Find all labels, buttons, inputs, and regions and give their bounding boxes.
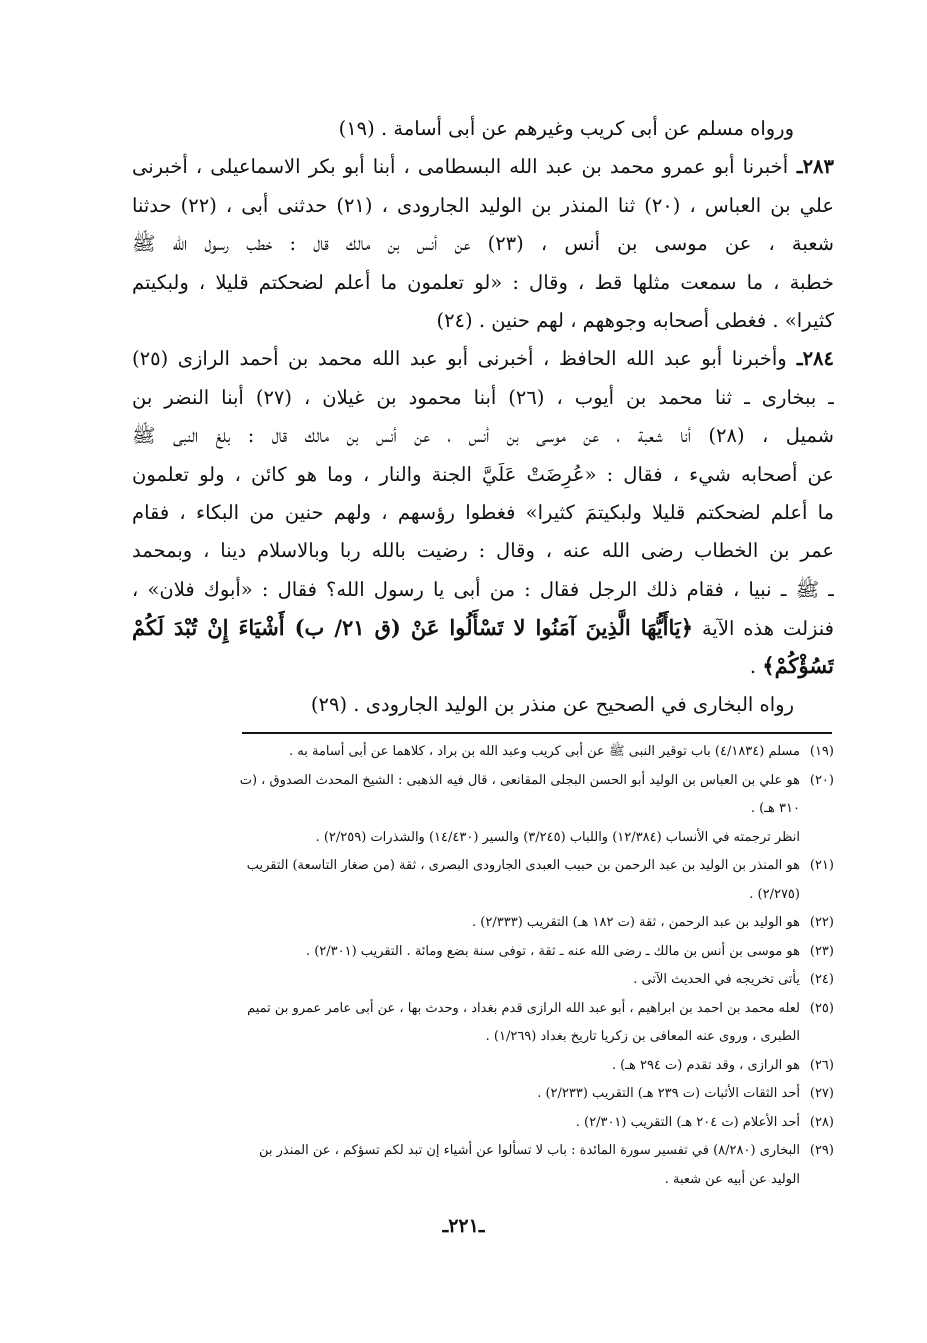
footnote-body (120, 995, 800, 1052)
footnote-body (120, 909, 800, 938)
quran-verse-end: تَسُؤْكُمْ﴾ (762, 653, 834, 679)
footnote (120, 1109, 834, 1138)
footnote (120, 767, 834, 853)
text-line (132, 225, 834, 263)
line-text: أخبرنا أبو عمرو محمد بن عبد الله البسطامى ، أبنا أبو بكر الاسماعيلى ، أخبرنى (132, 155, 789, 179)
footnote (120, 738, 834, 767)
footnote-line: ٣١٠ هـ) . (750, 801, 800, 816)
footnote-line: أحد الأعلام (ت ٢٠٤ هـ) التقريب (٢/٣٠١) . (575, 1114, 800, 1130)
line-text: ـ ﷺ ـ نبيا ، فقام ذلك الرجل فقال : من أبى يا رسول الله؟ فقال : «أبوك فلان» ، (132, 577, 834, 601)
footnote-body (120, 1137, 800, 1194)
line-text: ما أعلم لضحكتم قليلا ولبكيتمَ كثيرا» فغطوا رؤسهم ، ولهم حنين من البكاء ، فقام (132, 500, 834, 524)
footnote-number: (٢٤) (809, 972, 834, 987)
text-line (132, 340, 834, 378)
footnote-number: (٢١) (809, 858, 834, 873)
text-line (132, 417, 834, 455)
footnote (120, 938, 834, 967)
line-text: شميل ، (٢٨) أنا شعبة ، عن موسى بن أنس ، عن أنس بن مالك قال : بلغ النبى ﷺ (132, 424, 834, 448)
footnote-line: هو الرازى ، وقد تقدم (ت ٢٩٤ هـ) . (611, 1057, 800, 1073)
footnote (120, 852, 834, 909)
footnote (120, 909, 834, 938)
footnote-line: هو موسى بن أنس بن مالك ـ رضى الله عنه ـ ثقة ، توفى سنة بضع ومائة . التقريب (٢/٣٠١) . (305, 943, 800, 959)
ayah-intro: فنزلت هذه الآية (693, 617, 834, 641)
footnote (120, 1052, 834, 1081)
footnote-line: لعله محمد بن احمد بن ابراهيم ، أبو عبد الله الرازى قدم بغداد ، وحدث بها ، عن أبى عامر عمرو بن تميم (247, 1000, 800, 1016)
text-line (132, 148, 834, 186)
footnote-body (120, 966, 800, 995)
footnote-body (120, 1052, 800, 1081)
footnotes (120, 738, 834, 1194)
text-line (132, 302, 834, 340)
line-text: خطبة ، ما سمعت مثلها قط ، وقال : «لو تعلمون ما أعلم لضحكتم قليلا ، ولبكيتم (132, 270, 834, 294)
hadith-number: ٢٨٤ـ (786, 347, 834, 371)
line-text: كثيرا» . فغطى أصحابه وجوههم ، لهم حنين . (٢٤) (436, 308, 834, 332)
footnote-number: (٢٧) (809, 1086, 834, 1101)
footnote-number: (٢٢) (809, 915, 834, 930)
main-text (132, 110, 834, 724)
ayah-suffix: . (749, 655, 763, 679)
text-line (132, 456, 834, 494)
footnote-line: الطبرى ، وروى عنه المعافى بن زكريا تاريخ بغداد (١/٢٦٩) . (485, 1029, 800, 1044)
hadith-number: ٢٨٣ـ (788, 155, 834, 179)
footnote-divider (242, 732, 832, 734)
footnote-body (120, 852, 800, 909)
footnote-number: (٢٩) (809, 1143, 834, 1158)
footnote-number: (٢٣) (809, 943, 834, 959)
footnote-number: (١٩) (809, 744, 834, 759)
text-line (132, 532, 834, 570)
text-line (132, 187, 834, 225)
text-line (132, 571, 834, 609)
text-line (132, 264, 834, 302)
footnote (120, 966, 834, 995)
footnote (120, 1137, 834, 1194)
footnote-body (120, 738, 800, 767)
line-text: علي بن العباس ، (٢٠) ثنا المنذر بن الوليد الجارودى ، (٢١) حدثنى أبى ، (٢٢) حدثنا (132, 193, 834, 217)
line-text: عن أصحابه شيء ، فقال : «عُرِضَتْ عَلَيَّ الجنة والنار ، وما هو كائن ، ولو تعلمون (132, 462, 834, 486)
footnote (120, 1080, 834, 1109)
footnote-body (120, 938, 800, 967)
footnote-body (120, 1109, 800, 1138)
footnote-number: (٢٥) (809, 1000, 834, 1016)
line-text: ورواه مسلم عن أبى كريب وغيرهم عن أبى أسامة . (١٩) (338, 117, 794, 140)
footnote-number: (٢٨) (809, 1114, 834, 1130)
closing-line: رواه البخارى في الصحيح عن منذر بن الوليد الجارودى . (٢٩) (310, 692, 794, 716)
footnote-line: انظر ترجمته في الأنساب (١٢/٣٨٤) واللباب (٣/٢٤٥) والسير (١٤/٤٣٠) والشذرات (٢/٢٥٩) . (315, 829, 800, 845)
footnote (120, 995, 834, 1052)
text-line (132, 494, 834, 532)
line-text: شعبة ، عن موسى بن أنس ، (٢٣) عن أنس بن مالك قال : خطب رسول الله ﷺ (132, 232, 834, 256)
footnote-number: (٢٠) (809, 772, 834, 788)
line-text: ـ ببخارى ـ ثنا محمد بن أيوب ، (٢٦) أبنا محمود بن غيلان ، (٢٧) أبنا النضر بن (132, 385, 834, 409)
ayah-line-end (132, 647, 834, 685)
footnote-line: هو الوليد بن عبد الرحمن ، ثقة (ت ١٨٢ هـ) التقريب (٢/٣٣٣) . (472, 915, 800, 930)
footnote-number: (٢٦) (809, 1057, 834, 1073)
footnote-line: (٢/٢٧٥) . (749, 886, 800, 902)
quran-verse: ﴿يَاأَيُّهَا الَّذِينَ آمَنُوا لا تَسْأَلُوا عَنْ (ق ٢١/ ب) أَشْيَاءَ إِنْ تُبْدَ لَكُمْ (132, 615, 694, 641)
footnote-line: مسلم (٤/١٨٣٤) باب توقير النبى ﷺ عن أبى كريب وعبد الله بن براد ، كلاهما عن أبى أسامة به . (288, 744, 800, 759)
footnote-line: أحد الثقات الأثبات (ت ٢٣٩ هـ) التقريب (٢/٢٣٣) . (537, 1086, 800, 1101)
text-line (132, 110, 834, 148)
text-line (132, 379, 834, 417)
footnote-body (120, 1080, 800, 1109)
footnote-line: هو المنذر بن الوليد بن عبد الرحمن بن حبيب العبدى الجارودى البصرى ، ثقة (من صغار التاسعة) التقريب (246, 858, 800, 873)
page-number: ـ٢٢١ـ (442, 1215, 485, 1237)
footnote-line: البخارى (٨/٢٨٠) في تفسير سورة المائدة : باب لا تسألوا عن أشياء إن تبد لكم تسؤكم ، عن المنذر بن (258, 1143, 800, 1158)
footnote-line: يأتى تخريجه في الحديث الآتى . (633, 972, 800, 987)
line-text: عمر بن الخطاب رضى الله عنه ، وقال : رضيت بالله ربا وبالاسلام دينا ، وبمحمد (132, 539, 834, 563)
ayah-line (132, 609, 834, 647)
footnote-line: هو علي بن العباس بن الوليد أبو الحسن البجلى المقانعى ، قال فيه الذهبى : الشيخ المحدث الصدوق ، (ت (239, 772, 800, 788)
footnote-line: الوليد عن أبيه عن شعبة . (664, 1171, 800, 1187)
line-text: وأخبرنا أبو عبد الله الحافظ ، أخبرنى أبو عبد الله محمد بن أحمد الرازى (٢٥) (132, 347, 787, 371)
footnote-body (120, 767, 800, 853)
